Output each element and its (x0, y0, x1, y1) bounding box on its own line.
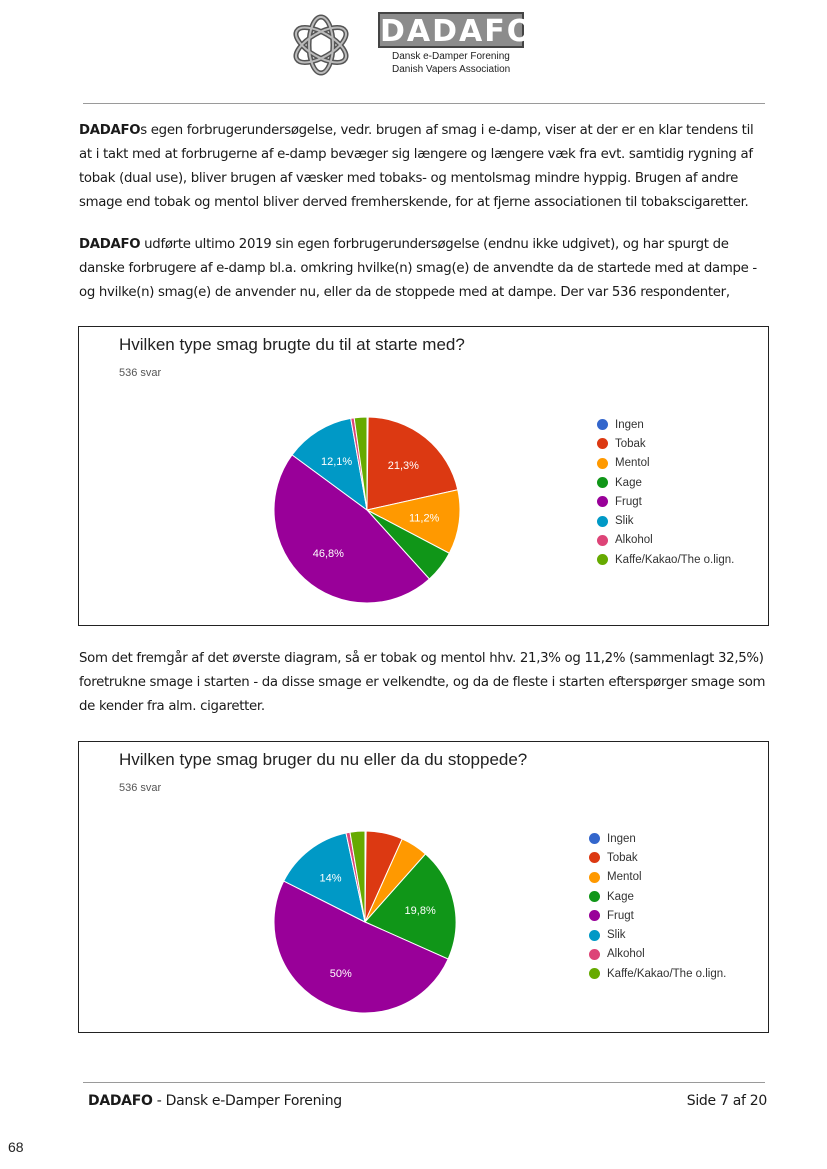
chart-legend (589, 829, 726, 983)
logo-subtitle-english: Danish Vapers Association (392, 64, 511, 75)
legend-swatch-icon (589, 910, 600, 921)
legend-label: Alkohol (607, 948, 645, 961)
logo-subtitle-danish: Dansk e-Damper Forening (392, 51, 510, 62)
intro-paragraph (79, 119, 769, 215)
legend-label: Alkohol (615, 534, 653, 547)
footer-page-indicator: Side 7 af 20 (686, 1093, 767, 1109)
legend-label: Mentol (615, 457, 650, 470)
legend-label: Frugt (607, 909, 634, 922)
legend-item-slik (597, 511, 734, 530)
survey-text: udførte ultimo 2019 sin egen forbrugerundersøgelse (endnu ikke udgivet), og har spurgt de danske forbrugere af e-damp bl.a. omkring hvilke(n) smag(e) de anvendte da de startede med at dampe - og hvilke(n) smag(e) de anvender nu, eller da de stoppede med at dampe. Der var 536 respondenter, (79, 237, 757, 300)
brand-name: DADAFO (79, 237, 141, 252)
analysis-paragraph (79, 647, 769, 719)
footer-divider (83, 1082, 765, 1083)
legend-label: Ingen (607, 832, 636, 845)
legend-item-mentol (597, 454, 734, 473)
legend-item-kaffe-kakao-the-o-lign (589, 964, 726, 983)
legend-swatch-icon (589, 872, 600, 883)
legend-item-alkohol (597, 531, 734, 550)
chart-title: Hvilken type smag brugte du til at starte med? (119, 335, 465, 354)
footer-organisation (88, 1093, 342, 1109)
legend-label: Kage (607, 890, 634, 903)
page-header (0, 0, 827, 100)
legend-swatch-icon (589, 930, 600, 941)
legend-item-ingen (597, 415, 734, 434)
pie-chart (273, 830, 457, 1014)
legend-label: Mentol (607, 871, 642, 884)
legend-swatch-icon (589, 852, 600, 863)
legend-label: Kaffe/Kakao/The o.lign. (607, 967, 727, 980)
chart-current-flavour (78, 741, 769, 1033)
pie-label-kage: 19,8% (404, 905, 436, 918)
pie-label-frugt: 46,8% (312, 547, 344, 560)
legend-item-tobak (597, 434, 734, 453)
legend-item-frugt (589, 906, 726, 925)
chart-response-count: 536 svar (119, 782, 162, 794)
header-divider (83, 103, 765, 104)
dadafo-emblem-icon (288, 12, 354, 78)
legend-swatch-icon (597, 477, 608, 488)
legend-label: Kage (615, 476, 642, 489)
pie-label-tobak: 21,3% (387, 460, 419, 473)
legend-label: Ingen (615, 418, 644, 431)
analysis-text: Som det fremgår af det øverste diagram, så er tobak og mentol hhv. 21,3% og 11,2% (sammenlagt 32,5%) foretrukne smage i starten - da disse smage er velkendte, og da de fleste i starten efterspørger smage som de kender fra alm. cigaretter. (79, 651, 766, 714)
legend-swatch-icon (589, 833, 600, 844)
legend-swatch-icon (597, 438, 608, 449)
legend-swatch-icon (589, 891, 600, 902)
pie-label-slik: 14% (319, 872, 342, 885)
legend-item-mentol (589, 868, 726, 887)
survey-paragraph (79, 233, 769, 305)
legend-item-kage (597, 473, 734, 492)
legend-item-frugt (597, 492, 734, 511)
legend-swatch-icon (597, 419, 608, 430)
legend-item-slik (589, 925, 726, 944)
legend-swatch-icon (589, 968, 600, 979)
legend-item-ingen (589, 829, 726, 848)
legend-label: Tobak (607, 851, 638, 864)
legend-swatch-icon (589, 949, 600, 960)
chart-legend (597, 415, 734, 569)
legend-swatch-icon (597, 516, 608, 527)
legend-label: Slik (607, 929, 626, 942)
legend-item-kaffe-kakao-the-o-lign (597, 550, 734, 569)
chart-response-count: 536 svar (119, 367, 162, 379)
legend-swatch-icon (597, 535, 608, 546)
legend-item-tobak (589, 848, 726, 867)
legend-label: Tobak (615, 437, 646, 450)
legend-label: Slik (615, 515, 634, 528)
footer-org-text: - Dansk e-Damper Forening (152, 1093, 342, 1109)
legend-swatch-icon (597, 554, 608, 565)
footer-brand: DADAFO (88, 1093, 153, 1109)
page-number: 68 (8, 1139, 24, 1155)
legend-swatch-icon (597, 496, 608, 507)
pie-label-frugt: 50% (329, 967, 352, 980)
legend-label: Kaffe/Kakao/The o.lign. (615, 553, 735, 566)
logo-wordmark: DADAFO (380, 14, 535, 49)
pie-label-mentol: 11,2% (408, 512, 440, 525)
legend-item-alkohol (589, 945, 726, 964)
legend-swatch-icon (597, 458, 608, 469)
pie-label-slik: 12,1% (320, 456, 353, 469)
chart-start-flavour (78, 326, 769, 626)
pie-chart (273, 416, 461, 604)
intro-text: s egen forbrugerundersøgelse, vedr. brugen af smag i e-damp, viser at der er en klar tendens til at i takt med at forbrugerne af e-damp bevæger sig længere og længere væk fra evt. samtidig rygning af tobak (dual use), bliver brugen af væsker med tobaks- og mentolsmag mindre hyppig. Brugen af andre smage end tobak og mentol bliver derved fremherskende, for at fjerne associationen til tobakscigaretter. (79, 123, 754, 210)
brand-name: DADAFO (79, 123, 141, 138)
legend-item-kage (589, 887, 726, 906)
legend-label: Frugt (615, 495, 642, 508)
chart-title: Hvilken type smag bruger du nu eller da du stoppede? (119, 750, 528, 769)
